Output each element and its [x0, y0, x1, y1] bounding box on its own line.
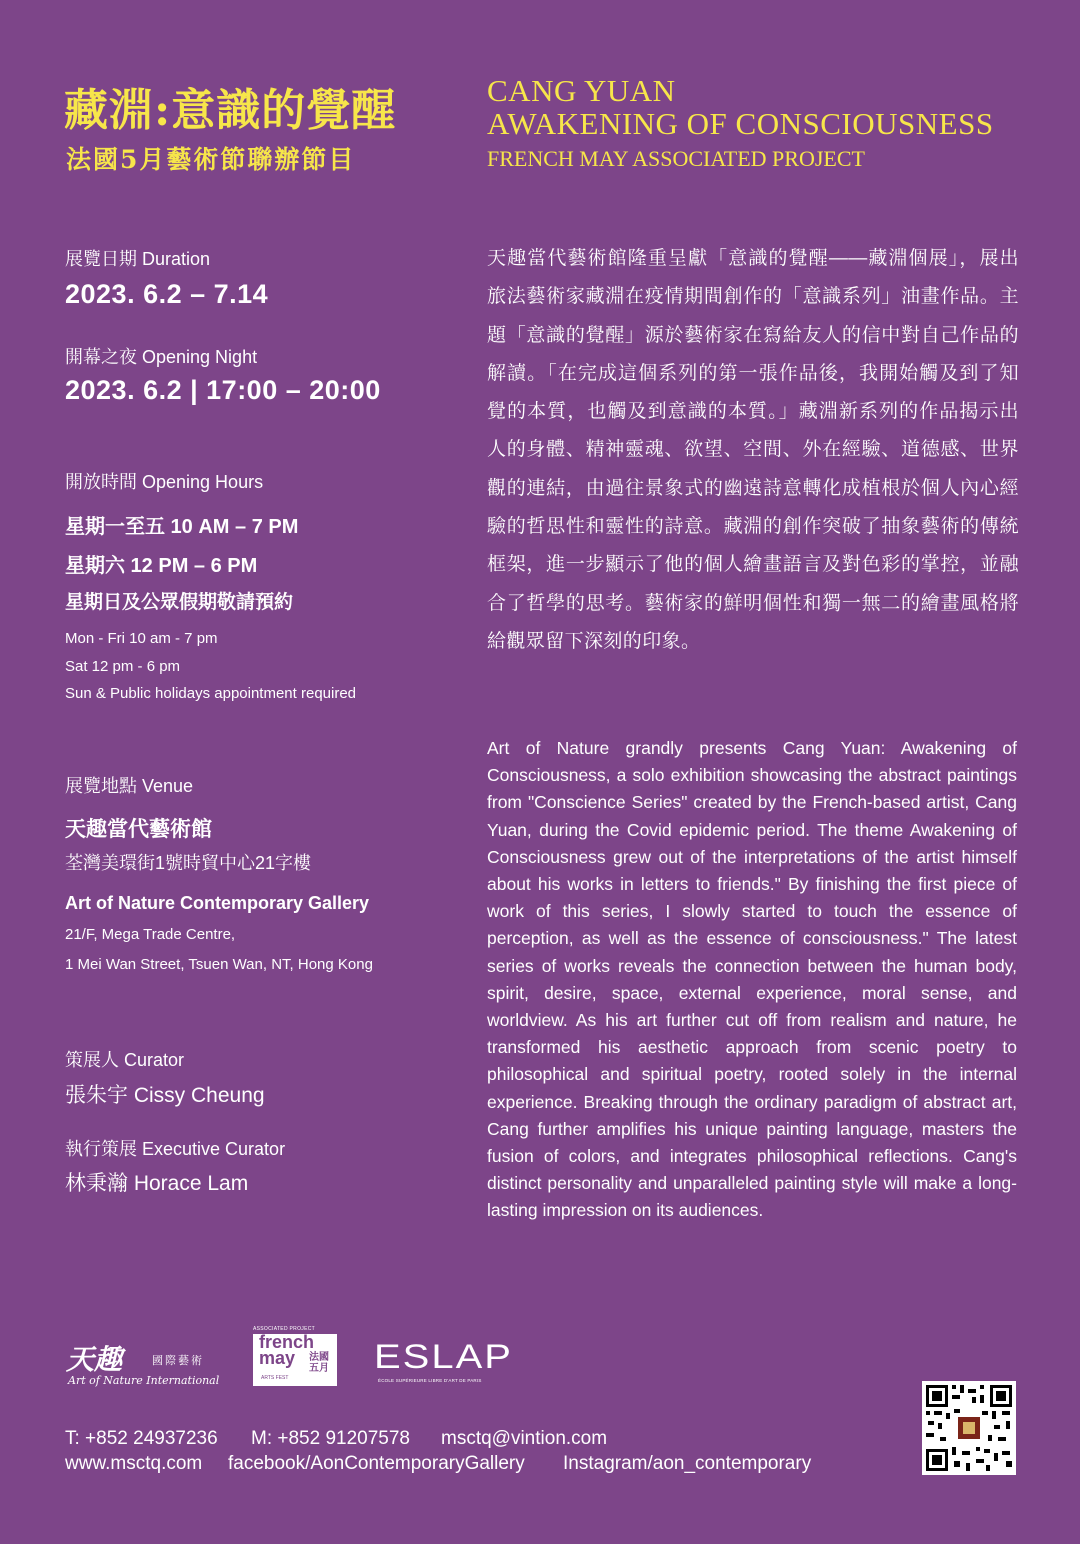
qr-code-icon [922, 1381, 1016, 1475]
venue-en-address-2: 1 Mei Wan Street, Tsuen Wan, NT, Hong Kong [65, 956, 373, 973]
contact-mobile[interactable]: M: +852 91207578 [251, 1428, 410, 1449]
art-of-nature-logo [66, 1338, 220, 1390]
fm-logo-word-1: french [259, 1332, 315, 1352]
contact-email[interactable]: msctq@vintion.com [441, 1428, 608, 1449]
venue-zh-address: 荃灣美環街1號時貿中心21字樓 [65, 853, 312, 873]
venue-zh-name: 天趣當代藝術館 [65, 818, 212, 841]
en-title-line-1: CANG YUAN [487, 73, 676, 108]
en-title-line-2: AWAKENING OF CONSCIOUSNESS [487, 106, 994, 141]
aon-logo-en: Art of Nature International [68, 1374, 220, 1387]
curator-name: 張朱宇 Cissy Cheung [65, 1084, 265, 1107]
aon-logo-zh: 天趣 [66, 1343, 123, 1376]
eslap-logo [374, 1334, 514, 1386]
opening-label: 開幕之夜 Opening Night [65, 347, 258, 367]
zh-title: 藏淵:意識的覺醒 [64, 85, 397, 136]
fm-logo-zh-2: 五月 [309, 1363, 329, 1374]
eslap-logo-word: ESLAP [374, 1338, 513, 1376]
contact-facebook[interactable]: facebook/AonContemporaryGallery [228, 1453, 525, 1474]
fm-logo-top: ASSOCIATED PROJECT [253, 1326, 315, 1332]
duration-label: 展覽日期 Duration [65, 249, 211, 269]
curator-label: 策展人 Curator [65, 1050, 185, 1070]
hours-zh-weekday: 星期一至五 10 AM – 7 PM [65, 516, 299, 538]
duration-value: 2023. 6.2 – 7.14 [65, 279, 269, 309]
qr-code-graphic [922, 1381, 1016, 1475]
hours-en-saturday: Sat 12 pm - 6 pm [65, 658, 181, 675]
hours-zh-saturday: 星期六 12 PM – 6 PM [65, 555, 258, 577]
contact-tel[interactable]: T: +852 24937236 [65, 1428, 218, 1449]
hours-en-weekday: Mon - Fri 10 am - 7 pm [65, 630, 218, 647]
en-title [487, 74, 994, 140]
fm-logo-word [259, 1334, 314, 1366]
exec-curator-label: 執行策展 Executive Curator [65, 1139, 286, 1159]
fm-logo-word-2: may [259, 1348, 296, 1368]
opening-value: 2023. 6.2 | 17:00 – 20:00 [65, 375, 381, 405]
body-zh: 天趣當代藝術館隆重呈獻「意識的覺醒——藏淵個展」，展出旅法藝術家藏淵在疫情期間創作的「意識系列」油畫作品。主題「意識的覺醒」源於藝術家在寫給友人的信中對自己作品的解讀。「在完成這個系列的第一張作品後，我開始觸及到了知覺的本質，也觸及到意識的本質。」藏淵新系列的作品揭示出人的身體、精神靈魂、欲望、空間、外在經驗、道德感、世界觀的連結，由過往景象式的幽遠詩意轉化成植根於個人內心經驗的哲思性和靈性的詩意。藏淵的創作突破了抽象藝術的傳統框架，進一步顯示了他的個人繪畫語言及對色彩的掌控，並融合了哲學的思考。藝術家的鮮明個性和獨一無二的繪畫風格將給觀眾留下深刻的印象。 [487, 248, 1019, 652]
contact-website[interactable]: www.msctq.com [65, 1453, 203, 1474]
fm-logo-bottom: ARTS FEST [261, 1375, 289, 1381]
en-subtitle: FRENCH MAY ASSOCIATED PROJECT [487, 146, 865, 171]
hours-label: 開放時間 Opening Hours [65, 472, 264, 492]
body-en: Art of Nature grandly presents Cang Yuan: Awakening of Consciousness, a solo exhibition showcasing the abstract paintings from "Conscience Series" created by the French-based artist, Cang Yuan, during the Covid epidemic period. The theme Awakening of Consciousness grew out of the interpretations of the artist himself about his works in letters to friends." By finishing the first piece of work of this series, I slowly started to touch the essence of perception, as well as the essence of consciousness." The latest series of works reveals the connection between the human body, spirit, desire, space, external experience, moral sense, and worldview. As his art further cut off from realism and nature, he transformed his aesthetic approach from scenic poetry to philosophical and spiritual poetry, rooted solely in the internal experience. Breaking through the ordinary paradigm of abstract art, Cang further amplifies his unique painting language, masters the fusion of colors, and integrates philosophical reflections. Cang's distinct personality and unparalleled painting style will make a long-lasting impression on its audiences. [487, 738, 1017, 1221]
fm-logo-zh-1: 法國 [309, 1352, 329, 1363]
venue-label: 展覽地點 Venue [65, 776, 194, 796]
venue-en-name: Art of Nature Contemporary Gallery [65, 893, 370, 913]
venue-en-address-1: 21/F, Mega Trade Centre, [65, 926, 236, 943]
fm-logo-zh [309, 1352, 329, 1374]
french-may-logo [253, 1326, 337, 1388]
hours-zh-sunday: 星期日及公眾假期敬請預約 [65, 592, 294, 613]
aon-logo-zh-small: 國際藝術 [152, 1355, 204, 1367]
zh-subtitle: 法國5月藝術節聯辦節目 [66, 145, 356, 174]
contact-instagram[interactable]: Instagram/aon_contemporary [563, 1453, 812, 1474]
eslap-logo-sub: ÉCOLE SUPÉRIEURE LIBRE D'ART DE PARIS [378, 1378, 482, 1383]
exec-curator-name: 林秉瀚 Horace Lam [65, 1172, 249, 1195]
hours-en-sunday: Sun & Public holidays appointment required [65, 685, 357, 702]
